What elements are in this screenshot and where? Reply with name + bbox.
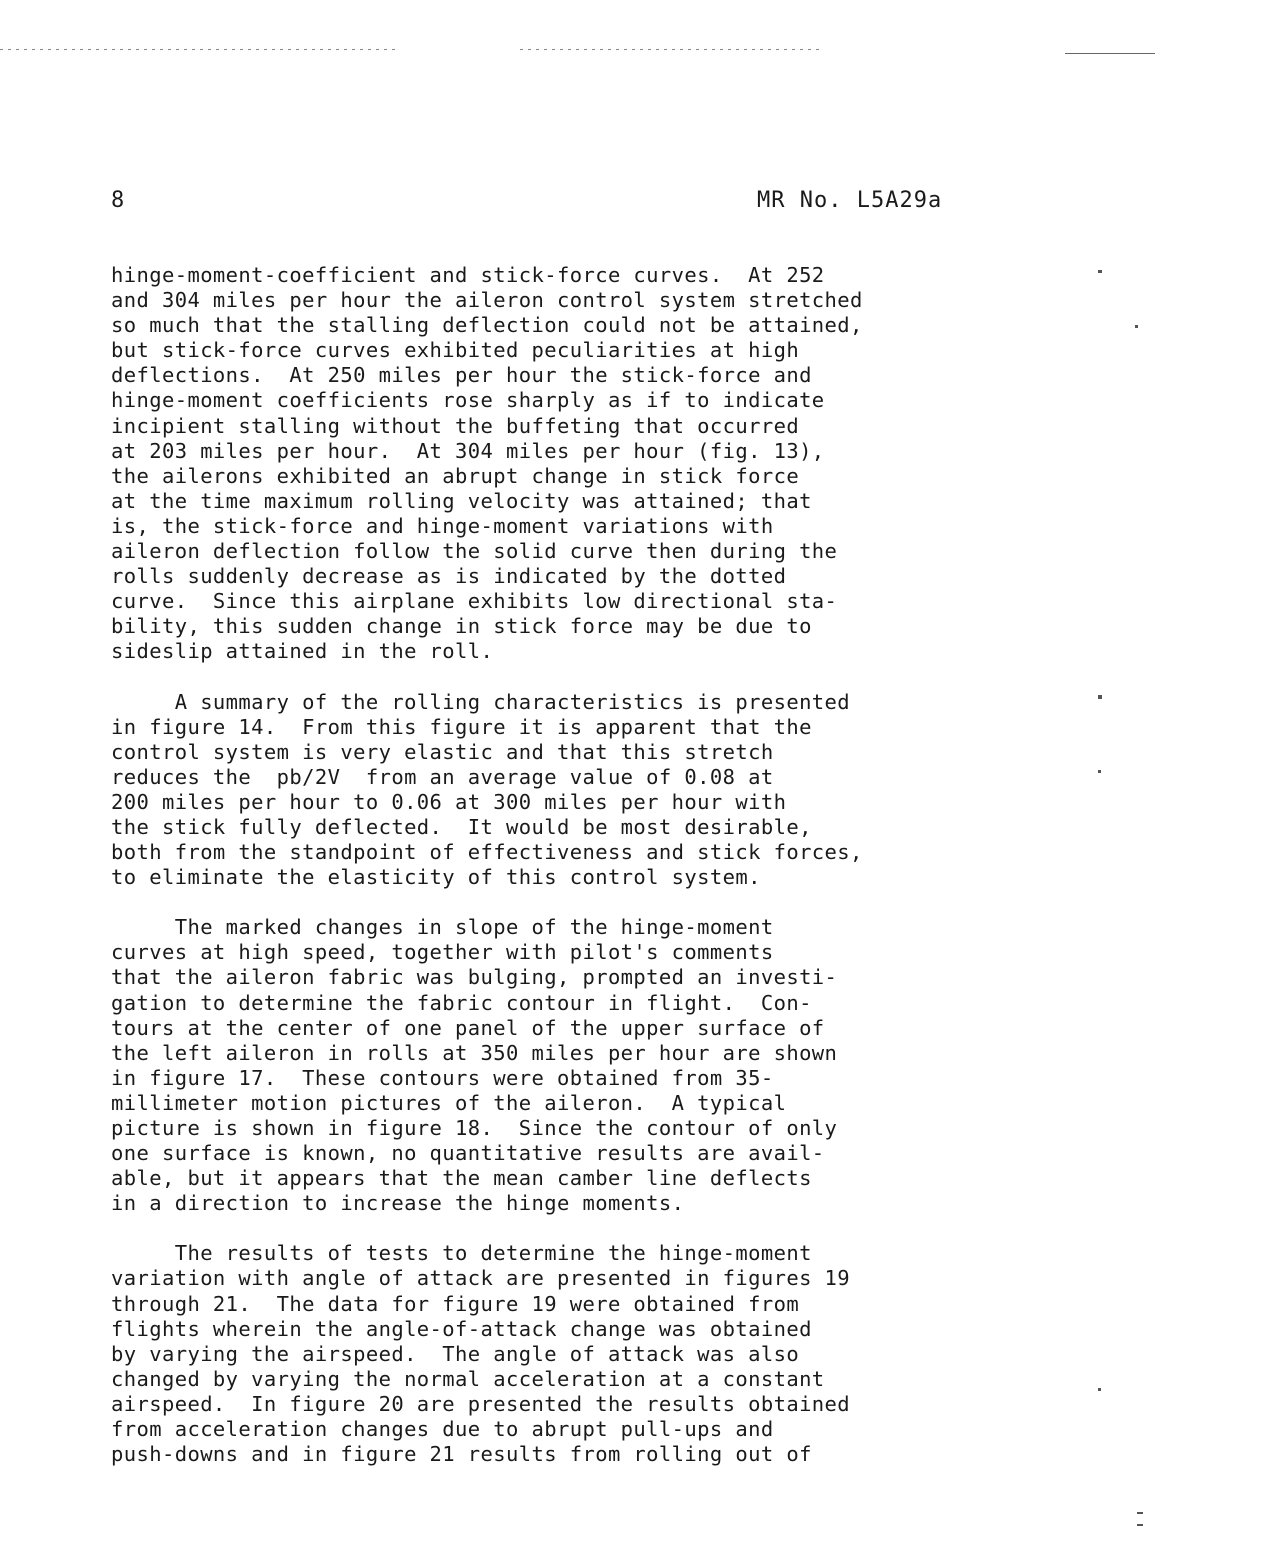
text-line: through 21. The data for figure 19 were obtained from: [111, 1291, 800, 1316]
text-line: in figure 17. These contours were obtained from 35-: [111, 1065, 774, 1090]
text-line: by varying the airspeed. The angle of attack was also: [111, 1341, 800, 1366]
text-line: bility, this sudden change in stick force may be due to: [111, 614, 812, 639]
text-line: reduces the pb/2V from an average value of 0.08 at: [111, 764, 774, 789]
text-line: in figure 14. From this figure it is apparent that the: [111, 714, 812, 739]
paragraph: [111, 1241, 1111, 1467]
text-line: millimeter motion pictures of the aileron. A typical: [111, 1090, 787, 1115]
text-line: is, the stick-force and hinge-moment variations with: [111, 513, 774, 538]
text-line: curves at high speed, together with pilot's comments: [111, 940, 774, 965]
text-line: The results of tests to determine the hinge-moment: [111, 1241, 812, 1266]
text-line: picture is shown in figure 18. Since the contour of only: [111, 1116, 838, 1140]
text-line: airspeed. In figure 20 are presented the results obtained: [111, 1391, 851, 1416]
text-line: the ailerons exhibited an abrupt change in stick force: [111, 463, 800, 488]
scan-artifact-top-mid: [520, 49, 820, 50]
text-line: that the aileron fabric was bulging, prompted an investi-: [111, 965, 838, 990]
text-line: A summary of the rolling characteristics is presented: [111, 689, 851, 714]
text-line: at the time maximum rolling velocity was attained; that: [111, 488, 812, 513]
text-line: incipient stalling without the buffeting that occurred: [111, 413, 800, 438]
paragraph: [111, 263, 1111, 665]
scan-artifact-top-left: [0, 49, 400, 50]
text-line: aileron deflection follow the solid curve then during the: [111, 539, 838, 564]
text-line: variation with angle of attack are presented in figures 19: [111, 1266, 851, 1291]
text-line: deflections. At 250 miles per hour the stick-force and: [111, 363, 812, 388]
text-line: the stick fully deflected. It would be most desirable,: [111, 814, 812, 839]
text-line: both from the standpoint of effectiveness and stick forces,: [111, 840, 863, 865]
body-text: [111, 263, 1111, 1492]
text-line: but stick-force curves exhibited peculiarities at high: [111, 338, 800, 363]
text-line: from acceleration changes due to abrupt pull-ups and: [111, 1417, 774, 1442]
text-line: and 304 miles per hour the aileron control system stretched: [111, 288, 863, 313]
text-line: hinge-moment-coefficient and stick-force curves. At 252: [111, 263, 825, 287]
text-line: tours at the center of one panel of the upper surface of: [111, 1015, 825, 1040]
text-line: gation to determine the fabric contour in flight. Con-: [111, 990, 812, 1015]
report-number: MR No. L5A29a: [757, 188, 943, 213]
text-line: The marked changes in slope of the hinge-moment: [111, 915, 774, 940]
paragraph: [111, 915, 1111, 1216]
scan-speck: [1137, 1524, 1143, 1526]
text-line: in a direction to increase the hinge moments.: [111, 1191, 685, 1216]
text-line: at 203 miles per hour. At 304 miles per hour (fig. 13),: [111, 438, 825, 463]
text-line: one surface is known, no quantitative results are avail-: [111, 1141, 825, 1166]
text-line: rolls suddenly decrease as is indicated by the dotted: [111, 564, 787, 589]
text-line: 200 miles per hour to 0.06 at 300 miles per hour with: [111, 789, 787, 814]
text-line: sideslip attained in the roll.: [111, 639, 494, 664]
text-line: push-downs and in figure 21 results from rolling out of: [111, 1442, 812, 1467]
scan-speck: [1135, 325, 1138, 328]
text-line: the left aileron in rolls at 350 miles per hour are shown: [111, 1040, 838, 1065]
text-line: flights wherein the angle-of-attack change was obtained: [111, 1316, 812, 1341]
text-line: able, but it appears that the mean camber line deflects: [111, 1166, 812, 1191]
text-line: curve. Since this airplane exhibits low directional sta-: [111, 589, 838, 614]
paragraph: [111, 690, 1111, 891]
text-line: hinge-moment coefficients rose sharply as if to indicate: [111, 388, 825, 413]
text-line: to eliminate the elasticity of this control system.: [111, 865, 761, 890]
scan-artifact-top-right: [1065, 53, 1155, 54]
text-line: changed by varying the normal acceleration at a constant: [111, 1366, 825, 1391]
text-line: so much that the stalling deflection could not be attained,: [111, 313, 863, 338]
page-number: 8: [111, 188, 125, 213]
text-line: control system is very elastic and that this stretch: [111, 739, 774, 764]
scan-speck: [1137, 1512, 1143, 1514]
